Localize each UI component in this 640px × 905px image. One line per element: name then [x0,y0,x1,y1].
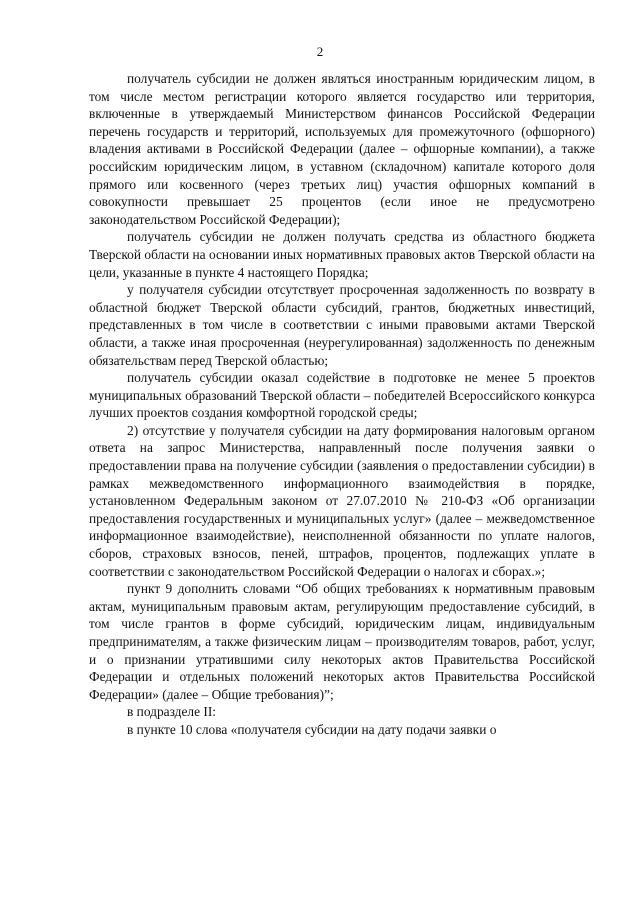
paragraph-no-other-funding: получатель субсидии не должен получать средства из областного бюджета Тверской области на основании иных нормативных правовых актов Тверской области на цели, указанные в пункте 4 настоящего Порядка; [89,229,595,280]
paragraph-item-9-addition: пункт 9 дополнить словами “Об общих требованиях к нормативным правовым актам, муниципальным правовым актам, регулирующим предоставление субсидий, в том числе грантов в форме субсидий, юридическим лицам, индивидуальным предпринимателям, а также физическим лицам – производителям товаров, работ, услуг, и о признании утратившими силу некоторых актов Правительства Российской Федерации и отдельных положений некоторых актов Правительства Российской Федерации» (далее – Общие требования)”; [89,581,595,702]
page-number: 2 [316,44,324,59]
paragraph-item-2-tax-obligations: 2) отсутствие у получателя субсидии на дату формирования налоговым органом ответа на запрос Министерства, направленный после получения заявки о предоставлении права на получение субсидии (заявления о предоставлении субсидии) в рамках межведомственного информационного взаимодействия в порядке, установленном Федеральным законом от 27.07.2010 № 210-ФЗ «Об организации предоставления государственных и муниципальных услуг» (далее – межведомственное информационное взаимодействие), неисполненной обязанности по уплате налогов, сборов, страховых взносов, пеней, штрафов, процентов, подлежащих уплате в соответствии с законодательством Российской Федерации о налогах и сборах.»; [89,422,595,579]
paragraph-item-10: в пункте 10 слова «получателя субсидии на дату подачи заявки о [127,721,497,737]
document-body [89,70,595,739]
paragraph-subsection-2: в подразделе II: [127,704,217,720]
paragraph-offshore-requirement: получатель субсидии не должен являться иностранным юридическим лицом, в том числе местом регистрации которого является государство или территория, включенные в утверждаемый Министерством финансов Российской Федерации перечень государств и территорий, используемых для промежуточного (офшорного) владения активами в Российской Федерации (далее – офшорные компании), а также российским юридическим лицом, в уставном (складочном) капитале которого доля прямого или косвенного (через третьих лиц) участия офшорных компаний в совокупности превышает 25 процентов (если иное не предусмотрено законодательством Российской Федерации); [89,71,595,227]
paragraph-no-overdue-debt: у получателя субсидии отсутствует просроченная задолженность по возврату в областной бюджет Тверской области субсидий, грантов, бюджетных инвестиций, представленных в том числе в соответствии с иными правовыми актами Тверской области, а также иная просроченная (неурегулированная) задолженность по денежным обязательствам перед Тверской областью; [89,282,595,368]
paragraph-assisted-projects: получатель субсидии оказал содействие в подготовке не менее 5 проектов муниципальных образований Тверской области – победителей Всероссийского конкурса лучших проектов создания комфортной городской среды; [89,370,595,421]
